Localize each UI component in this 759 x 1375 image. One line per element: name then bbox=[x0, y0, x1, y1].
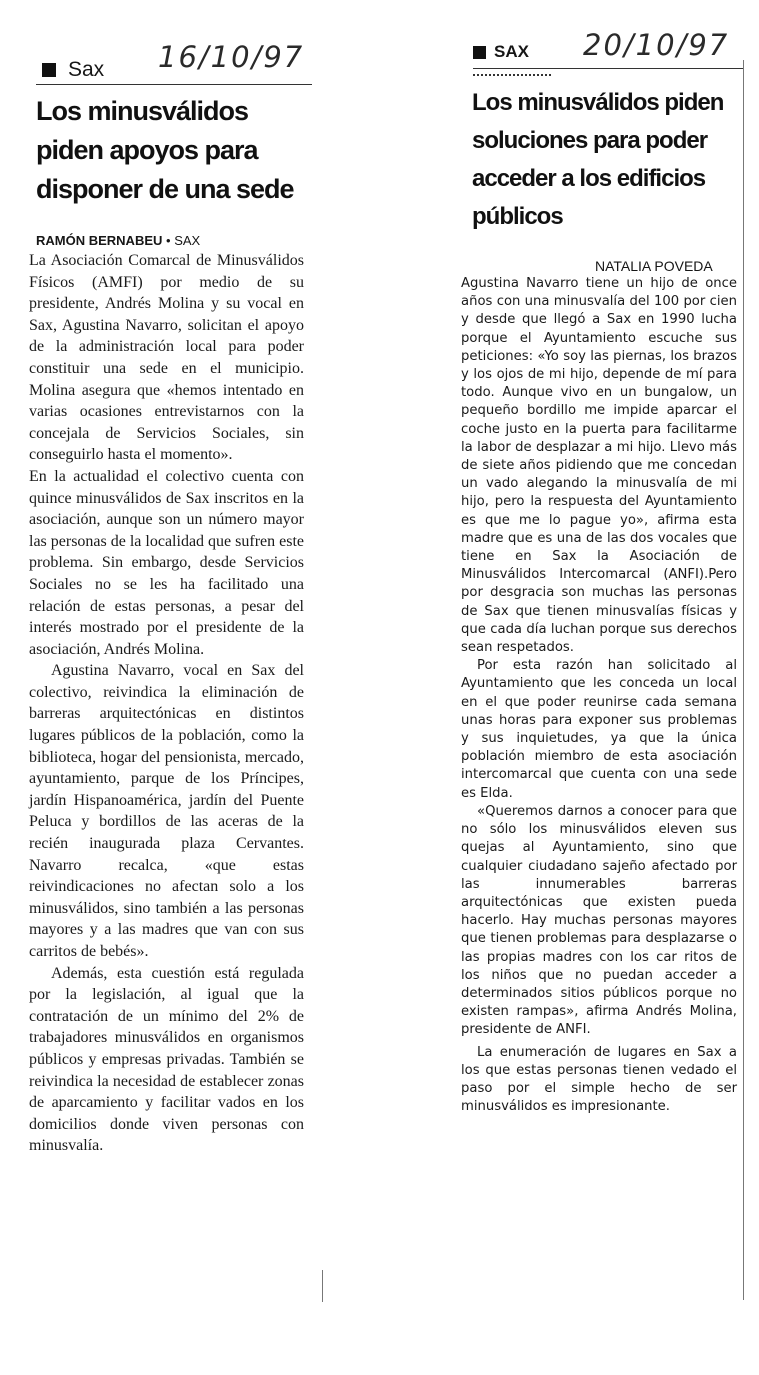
right-article-body bbox=[461, 275, 737, 1116]
left-byline-separator: • bbox=[166, 233, 171, 248]
left-paragraph: Además, esta cuestión está regulada por la legislación, al igual que la contratación de un mínimo del 2% de trabajadores minusválidos en organismos públicos y empresas privadas. También se reivindica la necesidad de establecer zonas de aparcamiento y facilitar vados en los domicilios donde viven personas con minusvalía. bbox=[29, 964, 304, 1155]
left-clipping bbox=[0, 0, 330, 1375]
left-paragraph: Agustina Navarro, vocal en Sax del colectivo, reivindica la eliminación de barreras arquitectónicas en distintos lugares públicos de la población, como la biblioteca, hogar del pensionista, mercado, ayuntamiento, parque de los Príncipes, jardín Hispanoamérica, jardín del Puente Peluca y bordillos de las aceras de la recién inaugurada plaza Cervantes. Navarro recalca, «que estas reivindicaciones no afectan solo a los minusválidos, sino también a las personas mayores y a las madres que van con sus carritos de bebés». bbox=[29, 662, 304, 960]
right-dotted-rule bbox=[473, 74, 551, 76]
right-section-label: SAX bbox=[494, 42, 529, 61]
left-article-body bbox=[29, 250, 304, 1157]
right-top-rule bbox=[473, 68, 743, 69]
square-bullet-icon bbox=[473, 46, 486, 59]
right-clipping-edge bbox=[743, 60, 744, 1300]
left-handwritten-date: 16/10/97 bbox=[158, 40, 305, 74]
left-section-label: Sax bbox=[68, 58, 105, 81]
left-byline bbox=[36, 233, 200, 248]
right-headline: Los minusválidos piden soluciones para poder acceder a los edificios públicos bbox=[472, 89, 724, 230]
right-byline: NATALIA POVEDA bbox=[595, 258, 713, 274]
right-paragraph: Agustina Navarro tiene un hijo de once años con una minusvalía del 100 por cien y desde que llegó a Sax en 1990 lucha porque el Ayuntamiento escuche sus peticiones: «Yo soy las piernas, los brazos y los ojos de mi hijo, depende de mí para todo. Aunque vivo en un bungalow, un pequeño bordillo me impide aparcar el coche justo en la puerta para facilitarme la labor de desplazar a mi hijo. Llevo más de siete años pidiendo que me concedan un vado alegando la minusvalía de mi hijo, pero la respuesta del Ayuntamiento es que me lo pague yo», afirma esta madre que es una de las dos vocales que tiene en Sax la Asociación de Minusválidos Intercomarcal (ANFI).Pero por desgracia son muchas las personas de Sax que tienen minusvalías físicas y que cada día luchan porque sus derechos sean respetados. bbox=[461, 276, 737, 656]
right-paragraph: La enumeración de lugares en Sax a los que estas personas tienen vedado el paso por el simple hecho de ser minusválidos es impresionante. bbox=[461, 1044, 737, 1115]
left-byline-author: RAMÓN BERNABEU bbox=[36, 233, 163, 248]
left-byline-place: SAX bbox=[174, 233, 201, 248]
left-paragraph: La Asociación Comarcal de Minusválidos Físicos (AMFI) por medio de su presidente, Andrés Molina y su vocal en Sax, Agustina Navarro, solicitan el apoyo de la administración local para poder constituir una sede en el municipio. Molina asegura que «hemos intentado en varias ocasiones entrevistarnos con la concejala de Servicios Sociales, sin conseguirlo hasta el momento». bbox=[29, 252, 304, 464]
left-top-rule bbox=[36, 84, 312, 85]
left-paragraph: En la actualidad el colectivo cuenta con quince minusválidos de Sax inscritos en la asociación, aunque son un número mayor las personas de la localidad que sufren este problema. Sin embargo, desde Servicios Sociales no se les ha facilitado una relación de estas personas, a pesar del interés mostrado por el presidente de la asociación, Andrés Molina. bbox=[29, 467, 305, 658]
right-paragraph: Por esta razón han solicitado al Ayuntamiento que les conceda un local en el que poder reunirse cada semana unas horas para exponer sus problemas y sus inquietudes, ya que la única población miembro de esta asociación intercomarcal que cuenta con una sede es Elda. bbox=[461, 658, 737, 801]
left-kicker bbox=[42, 58, 104, 82]
right-paragraph: «Queremos darnos a conocer para que no sólo los minusválidos eleven sus quejas al Ayuntamiento, sino que cualquier ciudadano sajeño afectado por las innumerables barreras arquitectónicas que existen pueda hacerlo. Hay muchas personas mayores que tienen problemas para desplazarse o las propias madres con los car ritos de los niños que no puedan acceder a determinados sitios públicos porque no existen rampas», afirma Andrés Molina, presidente de ANFI. bbox=[461, 803, 737, 1038]
left-clipping-edge bbox=[322, 1270, 323, 1302]
right-clipping bbox=[445, 0, 759, 1375]
right-handwritten-date: 20/10/97 bbox=[583, 28, 730, 62]
right-kicker bbox=[473, 42, 529, 62]
square-bullet-icon bbox=[42, 63, 56, 77]
left-headline: Los minusválidos piden apoyos para disponer de una sede bbox=[36, 96, 294, 204]
